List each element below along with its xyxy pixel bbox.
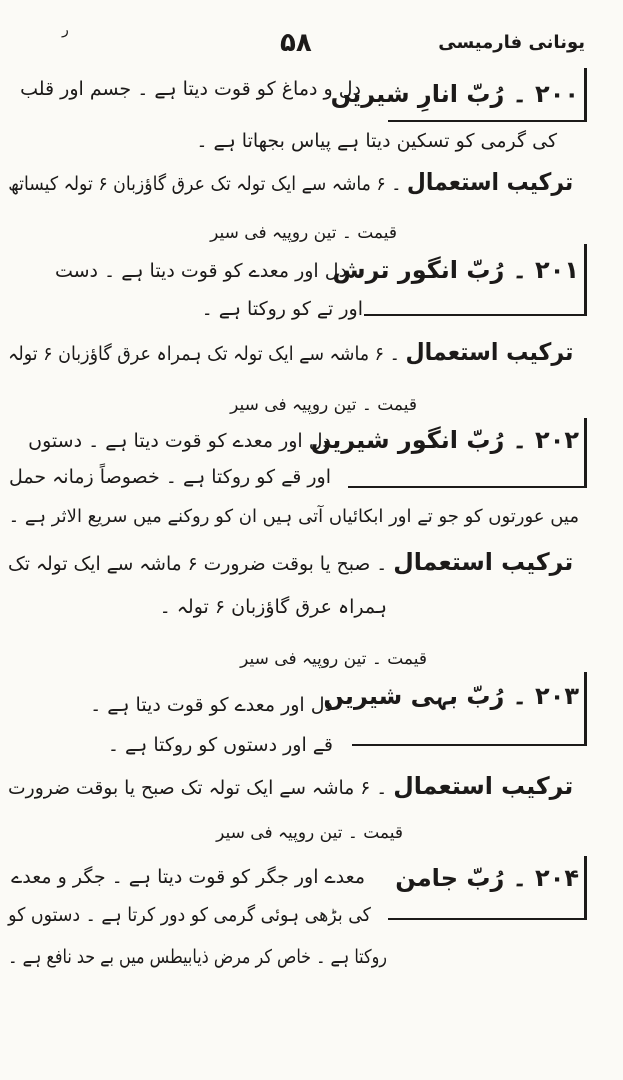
usage-label: ترکیب استعمال	[392, 548, 573, 576]
usage-text: ۔ صبح یا بوقت ضرورت ۶ ماشہ سے ایک تولہ تک	[7, 553, 393, 575]
entry-title: ۲۰۰ ۔ رُبّ انارِ شیریں	[330, 80, 579, 108]
usage-text: ۔ ۶ ماشہ سے ایک تولہ تک صبح یا بوقت ضرورت	[7, 777, 393, 799]
description-line: دل و دماغ کو قوت دیتا ہے ۔ جسم اور قلب	[20, 78, 361, 100]
description-line: اور تے کو روکتا ہے ۔	[201, 298, 363, 320]
usage-label: ترکیب استعمال	[405, 338, 573, 366]
page-header	[30, 22, 585, 68]
description-line: دل اور معدے کو قوت دیتا ہے ۔ دست	[54, 260, 347, 282]
usage-line	[8, 168, 573, 197]
usage-label: ترکیب استعمال	[392, 772, 573, 800]
usage-line	[8, 548, 573, 577]
description-line: دل اور معدے کو قوت دیتا ہے ۔ دستوں	[28, 430, 331, 452]
description-line: دل اور معدے کو قوت دیتا ہے ۔	[90, 694, 333, 716]
usage-label: ترکیب استعمال	[406, 168, 573, 196]
corner-mark: ر	[62, 22, 69, 38]
usage-text: ۔ ۶ ماشہ سے ایک تولہ تک ہمراہ عرق گاؤزبان ۶ تولہ	[7, 343, 406, 365]
price: قیمت ۔ تین روپیہ فی سیر	[216, 823, 403, 843]
description-line: قے اور دستوں کو روکتا ہے ۔	[107, 734, 333, 756]
price: قیمت ۔ تین روپیہ فی سیر	[230, 395, 417, 415]
page-number: ۵۸	[280, 28, 312, 58]
description-line: میں عورتوں کو جو تے اور ابکائیاں آتی ہیں ان کو روکنے میں سریع الاثر ہے ۔	[8, 506, 579, 527]
price: قیمت ۔ تین روپیہ فی سیر	[210, 223, 397, 243]
entry-title: ۲۰۳ ۔ رُبّ بہی شیریں	[323, 682, 579, 710]
usage-line	[8, 772, 573, 801]
usage-line	[8, 338, 573, 367]
entry-title: ۲۰۱ ۔ رُبّ انگور ترش	[332, 256, 579, 284]
price: قیمت ۔ تین روپیہ فی سیر	[240, 649, 427, 669]
entry-title: ۲۰۲ ۔ رُبّ انگور شیریں	[310, 426, 579, 454]
entry-title: ۲۰۴ ۔ رُبّ جامن	[395, 864, 579, 892]
book-title: یونانی فارمیسی	[438, 32, 585, 53]
usage-text: ۔ ۶ ماشہ سے ایک تولہ تک عرق گاؤزبان ۶ تولہ کیساتھ	[7, 173, 407, 195]
description-line: معدے اور جگر کو قوت دیتا ہے ۔ جگر و معدے	[11, 866, 365, 888]
description-line: اور قے کو روکتا ہے ۔ خصوصاً زمانہ حمل	[9, 466, 331, 488]
description-line: کی بڑھی ہوئی گرمی کو دور کرتا ہے ۔ دستوں کو	[8, 904, 371, 926]
description-line: روکتا ہے ۔ خاص کر مرض ذیابیطس میں بے حد نافع ہے ۔	[8, 946, 387, 968]
description-line: کی گرمی کو تسکین دیتا ہے پیاس بجھاتا ہے ۔	[196, 130, 557, 152]
usage-line-2: ہمراہ عرق گاؤزبان ۶ تولہ ۔	[159, 596, 387, 618]
